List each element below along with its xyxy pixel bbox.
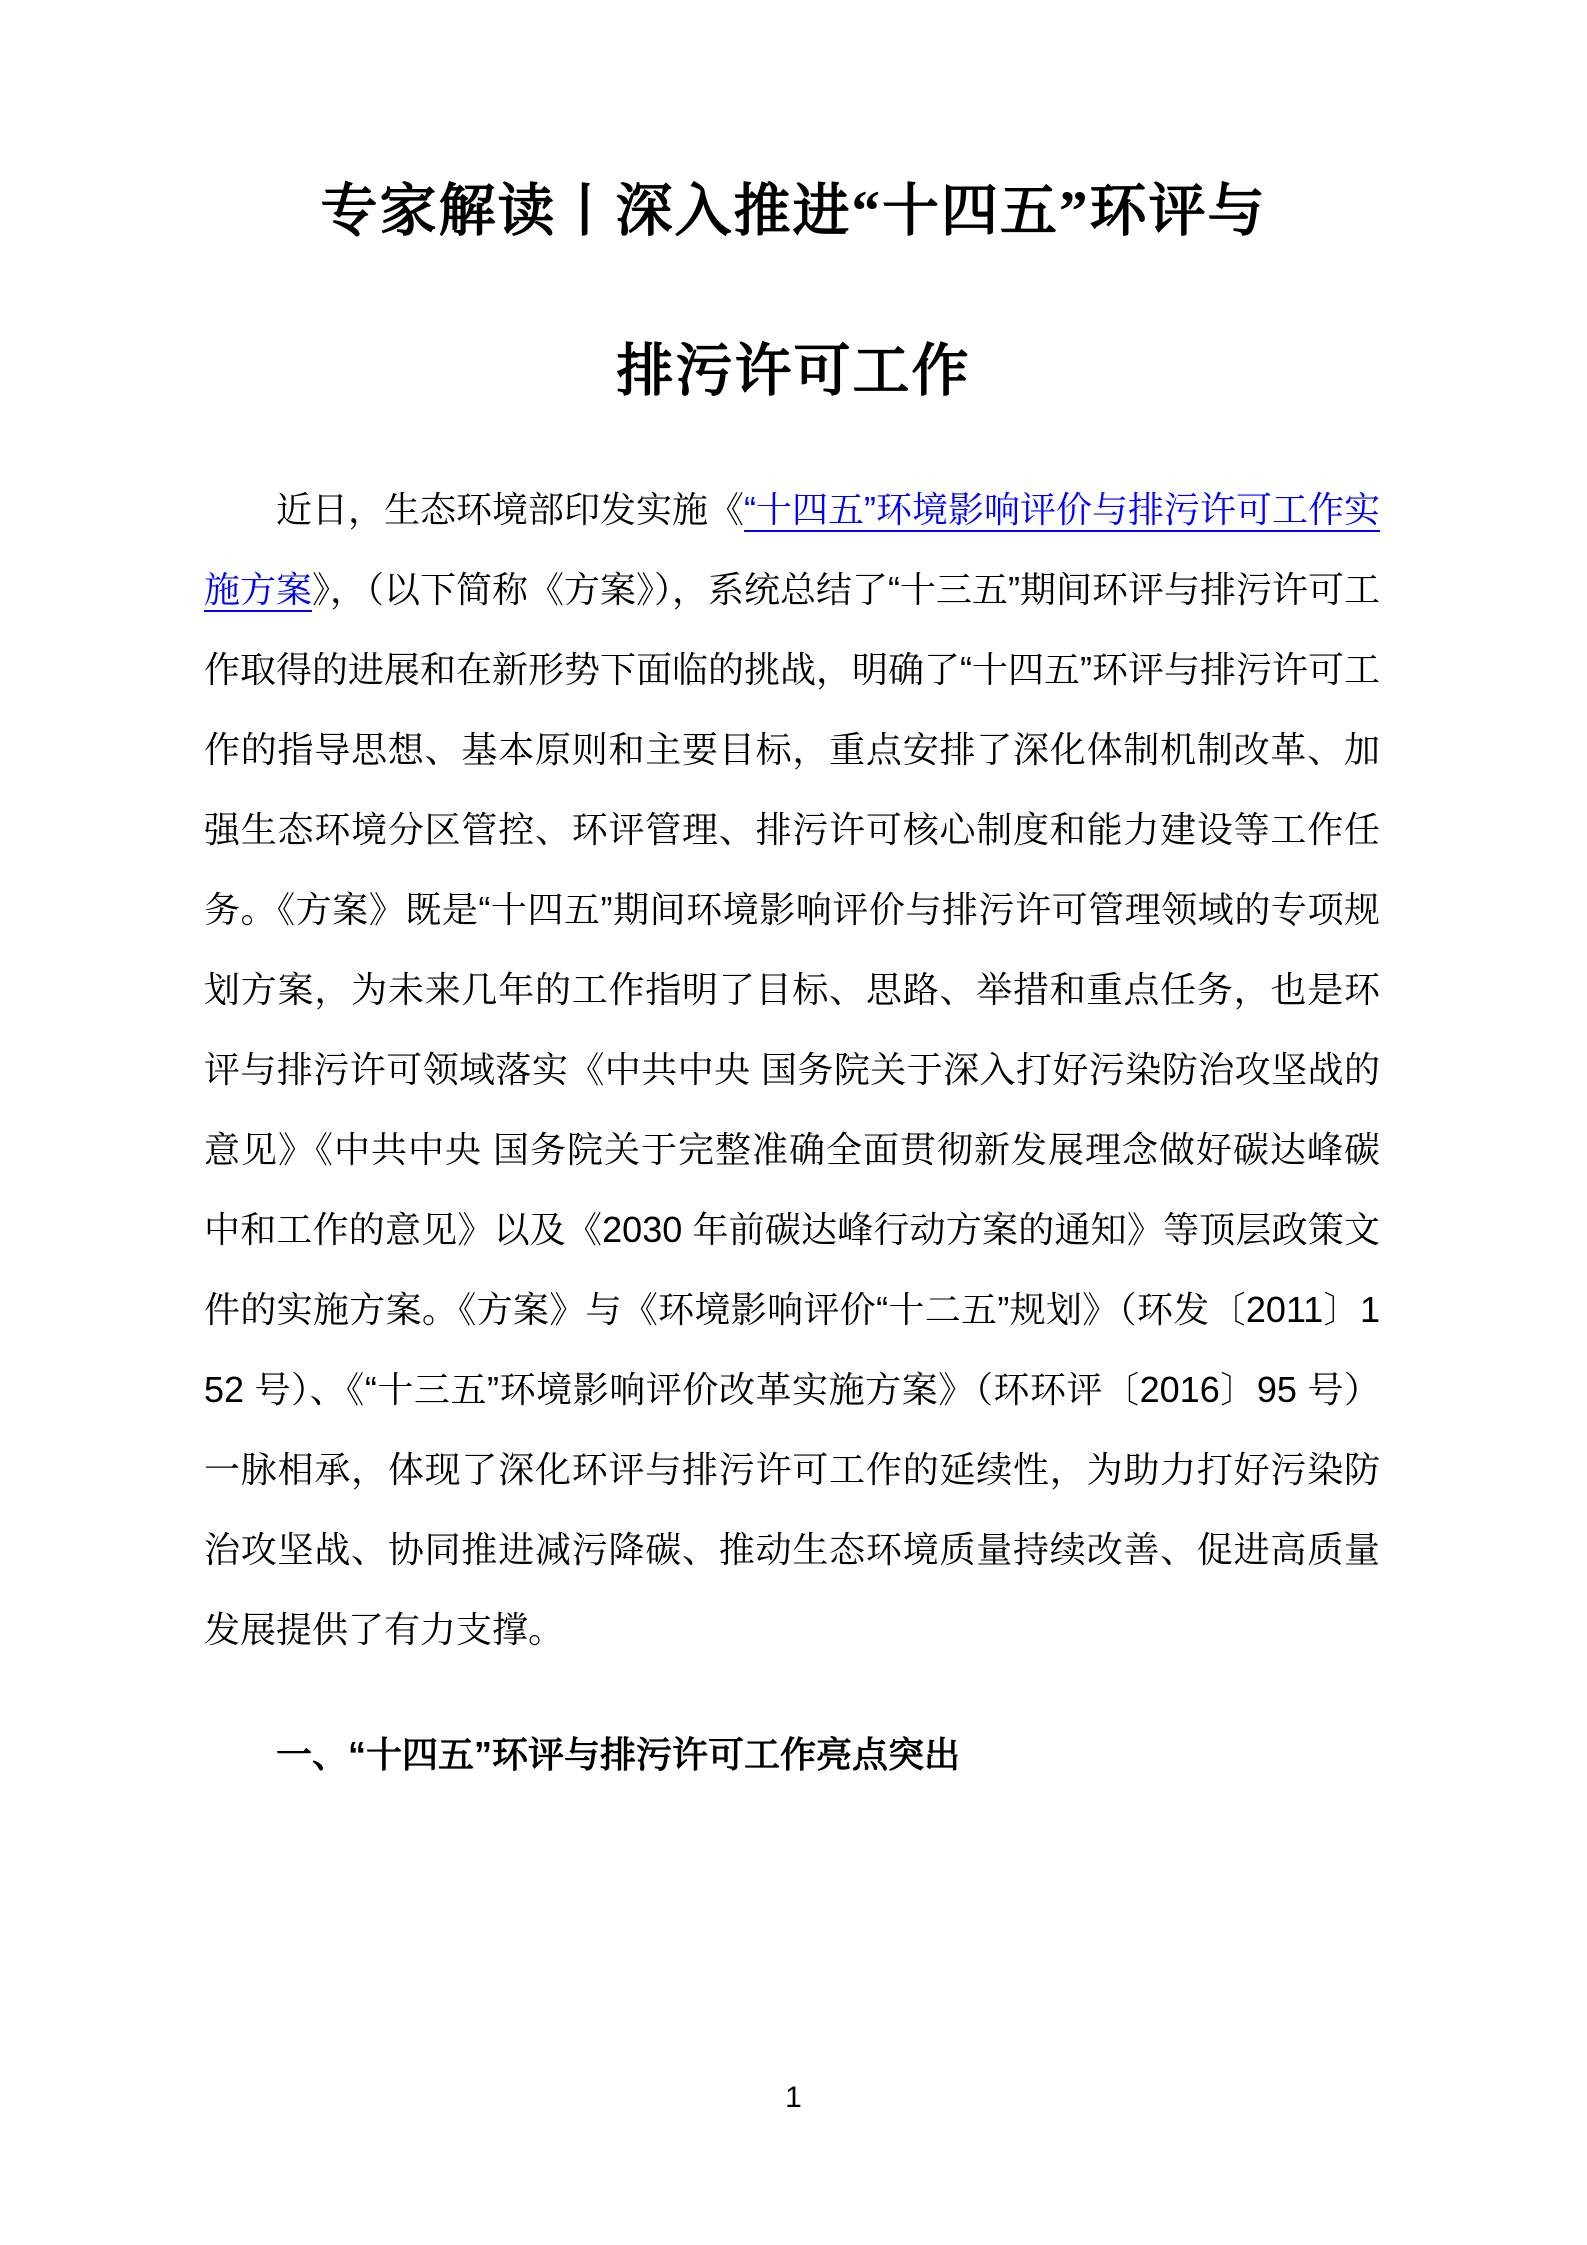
document-title [120,132,1467,452]
document-title-line-2: 排污许可工作 [616,340,971,403]
intro-paragraph-rest: 》，（以下简称《方案》），系统总结了“十三五”期间环评与排污许可工作取得的进展和在新形势下面临的挑战，明确了“十四五”环评与排污许可工作的指导思想、基本原则和主要目标，重点安排了深化体制机制改革、加强生态环境分区管控、环评管理、排污许可核心制度和能力建设等工作任务。《方案》既是“十四五”期间环境影响评价与排污许可管理领域的专项规划方案，为未来几年的工作指明了目标、思路、举措和重点任务，也是环评与排污许可领域落实《中共中央 国务院关于深入打好污染防治攻坚战的意见》《中共中央 国务院关于完整准确全面贯彻新发展理念做好碳达峰碳中和工作的意见》以及《2030 年前碳达峰行动方案的通知》等顶层政策文件的实施方案。《方案》与《环境影响评价“十二五”规划》（环发〔2011〕152 号）、《“十三五”环境影响评价改革实施方案》（环环评〔2016〕95 号）一脉相承，体现了深化环评与排污许可工作的延续性，为助力打好污染防治攻坚战、协同推进减污降碳、推动生态环境质量持续改善、促进高质量发展提供了有力支撑。 [204,569,1380,1650]
section-1-heading: 一、“十四五”环评与排污许可工作亮点突出 [276,1734,961,1775]
page-number: 1 [785,2081,802,2114]
document-body [204,470,1380,1670]
plan-document-link[interactable]: “十四五”环境影响评价与排污许可工作实施方案 [204,489,1380,610]
intro-paragraph-lead: 近日，生态环境部印发实施《 [276,489,745,530]
document-title-line-1: 专家解读丨深入推进“十四五”环评与 [320,180,1267,243]
intro-paragraph [204,470,1380,1670]
